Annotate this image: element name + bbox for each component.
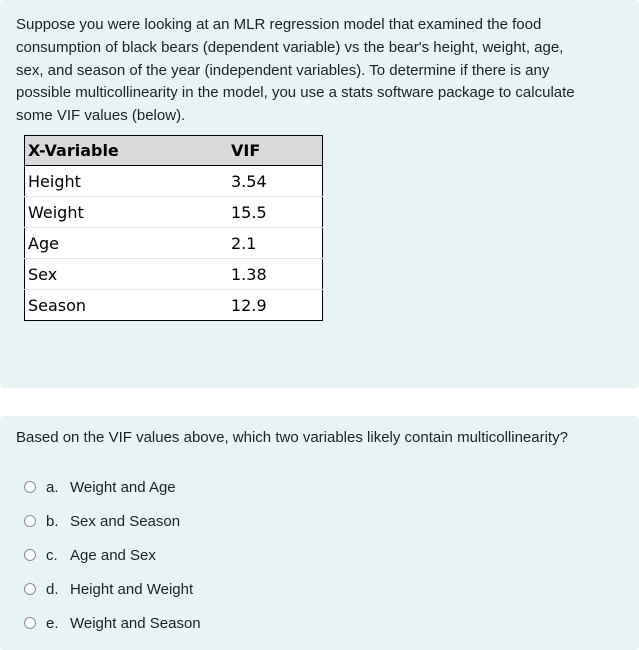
table-row bbox=[25, 228, 323, 259]
intro-line-4: possible multicollinearity in the model, you use a stats software package to calculate bbox=[16, 84, 575, 102]
header-vif: VIF bbox=[227, 136, 323, 166]
option-a[interactable] bbox=[24, 476, 176, 498]
variable-cell: Height bbox=[25, 166, 228, 197]
option-letter: c. bbox=[46, 546, 58, 564]
table-header-row bbox=[25, 136, 323, 166]
variable-cell: Weight bbox=[25, 197, 228, 228]
question-intro bbox=[16, 14, 626, 128]
vif-cell: 2.1 bbox=[227, 228, 323, 259]
option-label: Sex and Season bbox=[70, 512, 181, 530]
option-label: Weight and Season bbox=[70, 614, 201, 632]
header-x-variable: X-Variable bbox=[25, 136, 228, 166]
option-label: Height and Weight bbox=[70, 580, 194, 598]
intro-line-5: some VIF values (below). bbox=[16, 107, 186, 125]
table-row bbox=[25, 166, 323, 197]
option-c[interactable] bbox=[24, 544, 156, 566]
option-label: Weight and Age bbox=[70, 478, 176, 496]
variable-cell: Season bbox=[28, 295, 87, 315]
table-row bbox=[25, 259, 323, 290]
table-row bbox=[25, 197, 323, 228]
intro-line-1: Suppose you were looking at an MLR regression model that examined the food bbox=[16, 16, 542, 33]
vif-cell: 3.54 bbox=[227, 166, 323, 197]
option-e[interactable] bbox=[24, 612, 201, 634]
option-b[interactable] bbox=[24, 510, 180, 532]
option-letter: d. bbox=[46, 580, 59, 598]
intro-line-2: consumption of black bears (dependent variable) vs the bear's height, weight, age, bbox=[16, 38, 564, 56]
option-letter: b. bbox=[46, 512, 59, 530]
intro-line-3: sex, and season of the year (independent variables). To determine if there is any bbox=[16, 61, 550, 79]
radio-button-icon[interactable] bbox=[24, 583, 36, 595]
option-letter: e. bbox=[46, 614, 59, 632]
radio-button-icon[interactable] bbox=[24, 515, 36, 527]
radio-button-icon[interactable] bbox=[24, 617, 36, 629]
table-row bbox=[25, 290, 323, 321]
vif-cell: 15.5 bbox=[227, 197, 323, 228]
option-d[interactable] bbox=[24, 578, 193, 600]
variable-cell: Age bbox=[25, 228, 228, 259]
vif-table bbox=[24, 135, 323, 321]
vif-cell: 12.9 bbox=[231, 295, 267, 315]
vif-cell: 1.38 bbox=[227, 259, 323, 290]
option-letter: a. bbox=[46, 478, 59, 496]
radio-button-icon[interactable] bbox=[24, 481, 36, 493]
question-text: Based on the VIF values above, which two variables likely contain multicollinearity? bbox=[16, 429, 568, 446]
variable-cell: Sex bbox=[25, 259, 228, 290]
option-label: Age and Sex bbox=[70, 546, 156, 564]
radio-button-icon[interactable] bbox=[24, 549, 36, 561]
